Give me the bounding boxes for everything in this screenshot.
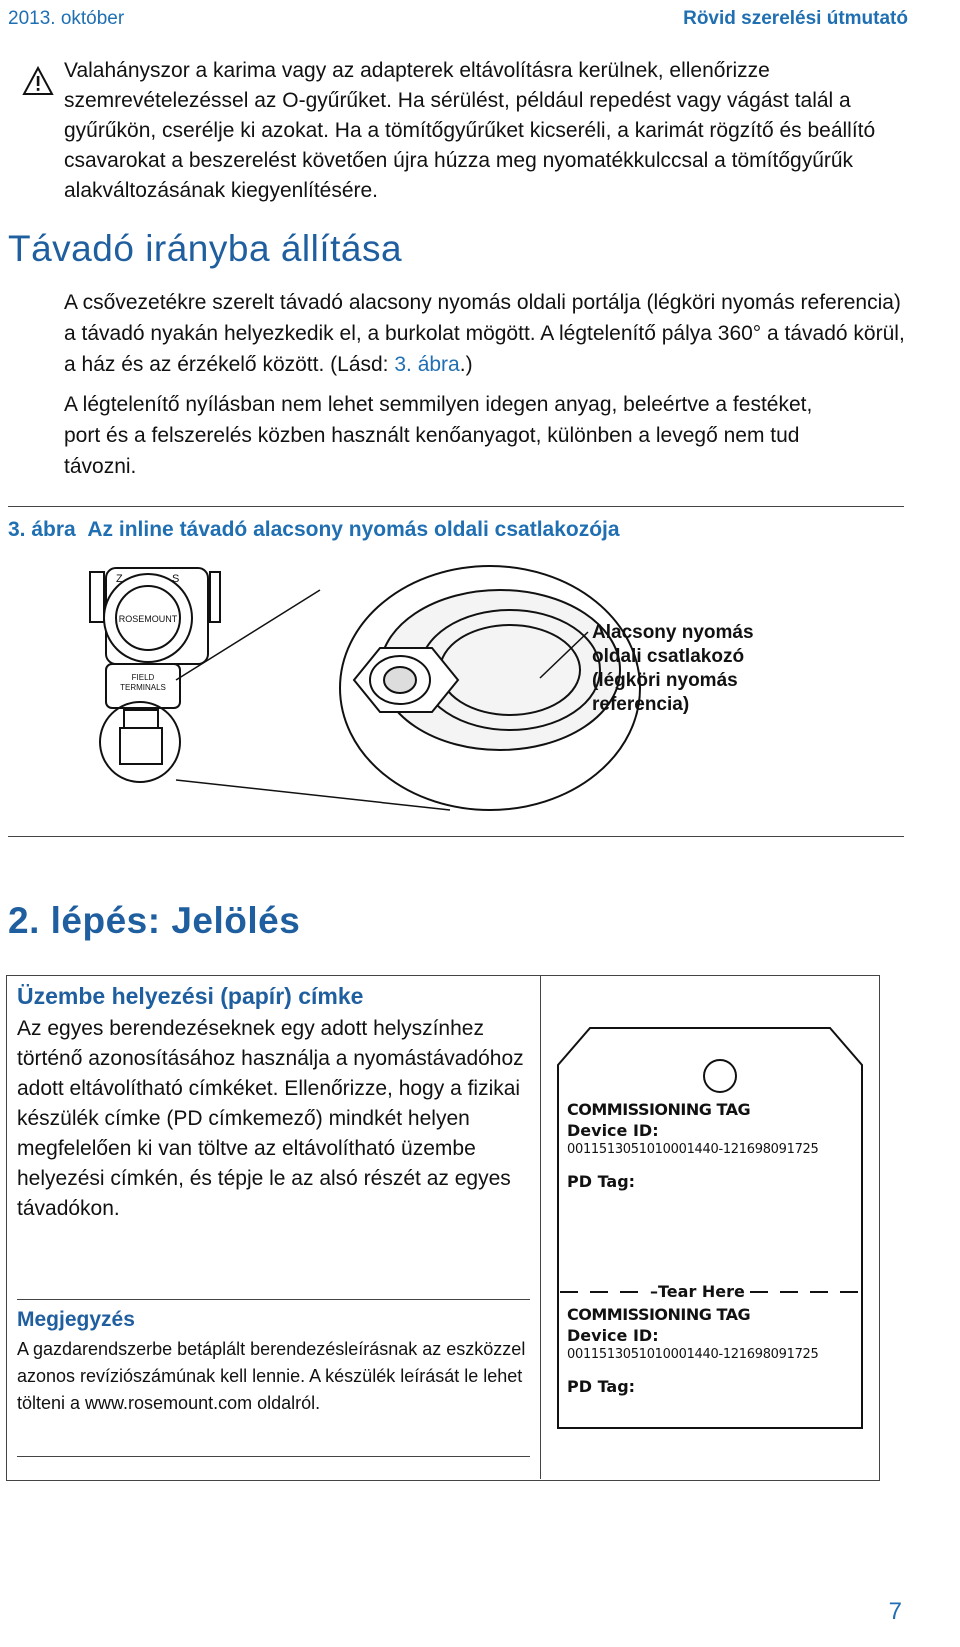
para1-text-a: A csővezetékre szerelt távadó alacsony nyomás oldali portálja (légköri nyomás referencia) a távadó nyakán helyezkedik el, a burkolat mögött. A légtelenítő pálya 360° a távadó körül, a ház és az érzékelő között. (Lásd: (64, 291, 905, 376)
para1-text-b: .) (459, 353, 473, 376)
note-title: Megjegyzés (17, 1308, 135, 1331)
lid-letter-s: S (172, 573, 180, 585)
tag-tear-here-text: Tear Here (658, 1282, 745, 1301)
commissioning-tag-graphic (550, 1020, 870, 1435)
figure-caption (8, 518, 620, 542)
page-number: 7 (888, 1598, 902, 1625)
figure-caption-text: Az inline távadó alacsony nyomás oldali csatlakozója (87, 518, 620, 541)
divider-figure-bottom (8, 836, 904, 837)
device-terminals-label-2: TERMINALS (120, 683, 166, 692)
note-rule-top (17, 1299, 530, 1300)
section1-paragraph-1 (64, 287, 912, 380)
lid-letter-z: Z (116, 573, 123, 585)
section-heading-marking: 2. lépés: Jelölés (8, 900, 301, 941)
section-heading-orientation: Távadó irányba állítása (8, 228, 403, 269)
tag-hole-icon (704, 1060, 736, 1092)
figure-link[interactable]: 3. ábra (394, 353, 460, 376)
device-brand-label: ROSEMOUNT (118, 614, 178, 624)
section1-paragraph-2: A légtelenítő nyílásban nem lehet semmilyen idegen anyag, beleértve a festéket, port és a felszerelés közben használt kenőanyagot, különben a levegő nem tud távozni. (64, 393, 813, 478)
device-terminals-label: FIELD (131, 673, 155, 682)
tag-device-id-bottom: 0011513051010001440-121698091725 (567, 1347, 819, 1362)
figure-caption-number: 3. ábra (8, 518, 76, 541)
warning-triangle-icon (22, 66, 54, 96)
note-text: A gazdarendszerbe betáplált berendezésleírásnak az eszközzel azonos revíziószámúnak kell lennie. A készülék leírását le lehet tölteni a www.rosemount.com oldalról. (17, 1339, 526, 1413)
box-title: Üzembe helyezési (papír) címke (17, 983, 364, 1009)
tag-device-label-top: Device ID: (567, 1121, 659, 1140)
tag-title-top: COMMISSIONING TAG (567, 1100, 751, 1119)
transmitter-housing (90, 568, 220, 782)
box-text: Az egyes berendezéseknek egy adott helyszínhez történő azonosításához használja a nyomástávadóhoz adott eltávolítható címkéket. Ellenőrizze, hogy a fizikai készülék címke (PD címkemező) mindkét helyen megfelelően ki van töltve az eltávolítható üzembe helyezési címkén, és tépje le az alsó részét az egyes távadókon. (17, 1017, 524, 1220)
warning-text: Valahányszor a karima vagy az adapterek eltávolításra kerülnek, ellenőrizze szemrevételezéssel az O-gyűrűket. Ha sérülést, például repedést vagy vágást talál a gyűrűkön, cserélje ki azokat. Ha a tömítőgyűrűket kicseréli, a karimát rögzítő és beállító csavarokat a beszerelést követően újra húzza meg nyomatékkulccsal a tömítőgyűrűk alakváltozásának kiegyenlítésére. (64, 59, 876, 202)
tag-pd-label-bottom: PD Tag: (567, 1377, 636, 1396)
tag-device-id-top: 0011513051010001440-121698091725 (567, 1142, 819, 1157)
tag-pd-label-top: PD Tag: (567, 1172, 636, 1191)
tag-device-label-bottom: Device ID: (567, 1326, 659, 1345)
header-date: 2013. október (8, 8, 125, 29)
box-divider-vertical (540, 975, 541, 1479)
header-title: Rövid szerelési útmutató (683, 8, 908, 29)
tag-tear-here: –Tear Here (650, 1282, 745, 1301)
note-rule-bottom (17, 1456, 530, 1457)
divider-figure-top (8, 506, 904, 507)
tag-title-bottom: COMMISSIONING TAG (567, 1305, 751, 1324)
figure-callout: Alacsony nyomás oldali csatlakozó (légköri nyomás referencia) (592, 622, 754, 715)
